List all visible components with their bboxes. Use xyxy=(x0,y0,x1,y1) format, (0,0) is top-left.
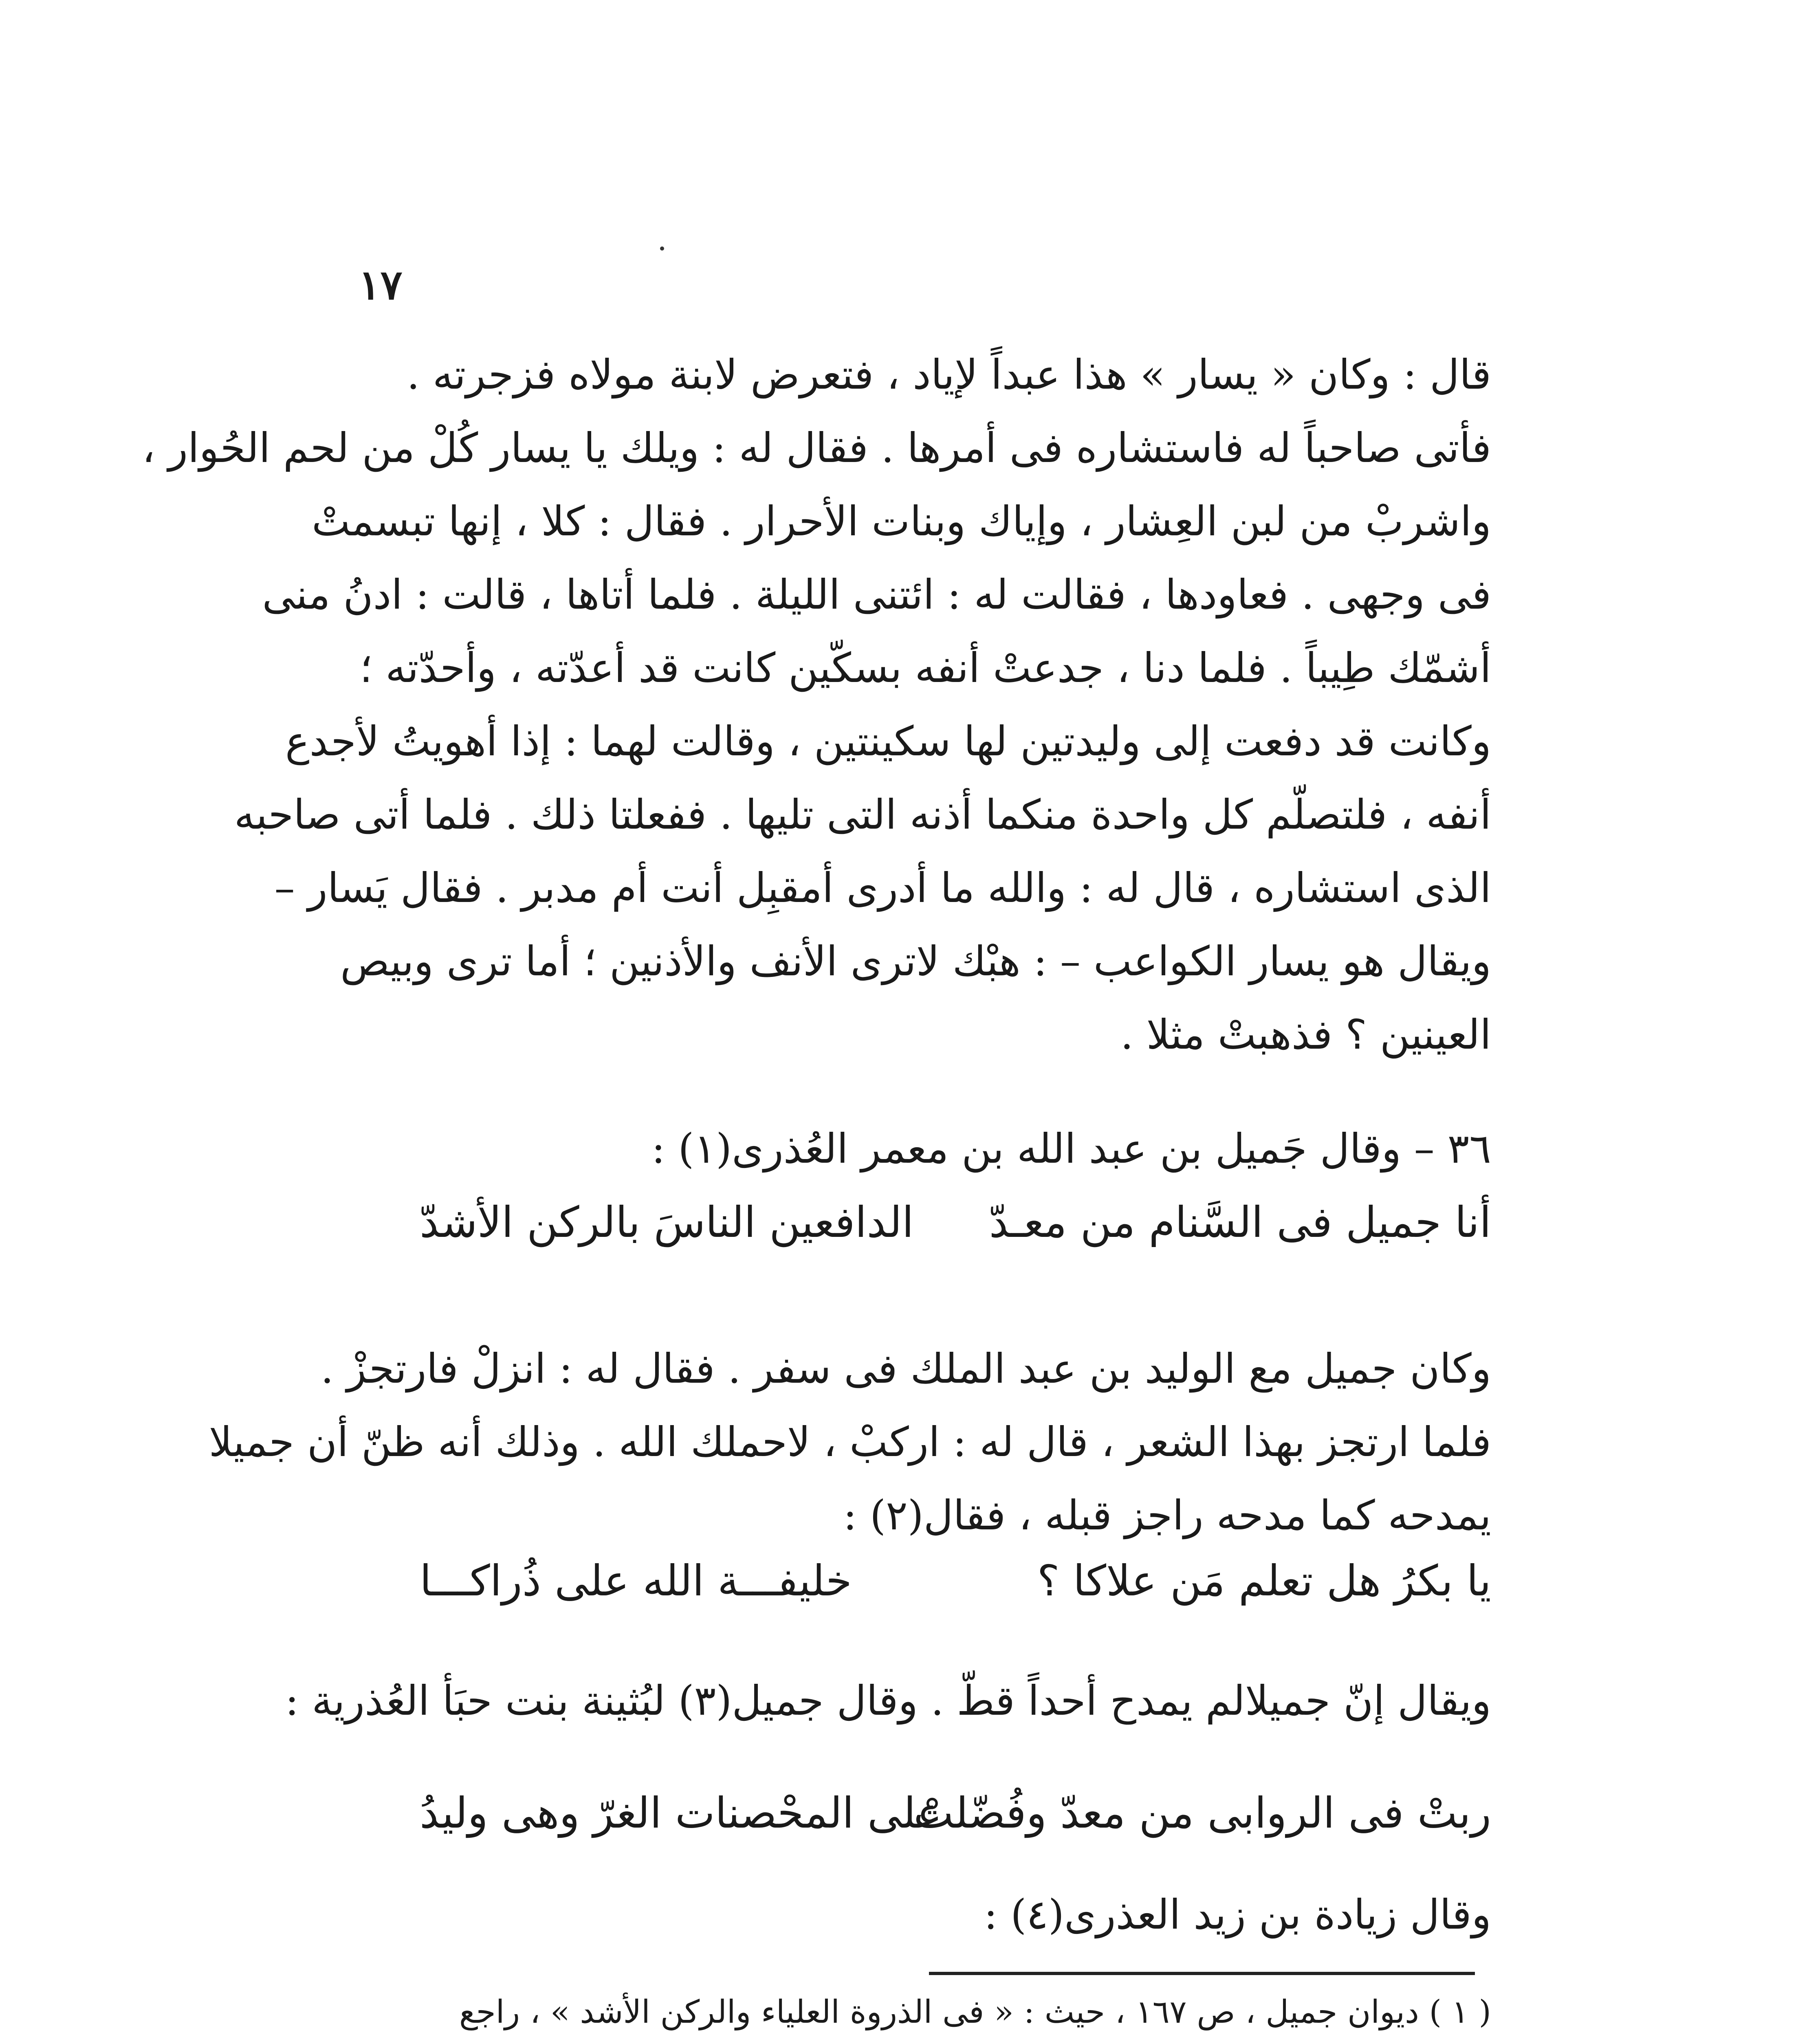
text-line: العينين ؟ فذهبتْ مثلا . xyxy=(1120,1011,1491,1058)
ink-speck xyxy=(660,246,664,251)
text-line: وكان جميل مع الوليد بن عبد الملك فى سفر . فقال له : انزلْ فارتجزْ . xyxy=(321,1345,1491,1392)
verse-2-second-hemistich: خليفـــة الله على ذُراكـــا xyxy=(420,1556,852,1606)
verse-2 xyxy=(354,1548,1491,1613)
verse-1-first-hemistich: أنا جميل فى السَّنام من معـدّ xyxy=(989,1197,1491,1247)
verse-3 xyxy=(354,1780,1491,1846)
paragraph-walid xyxy=(209,1332,1491,1552)
page-number: ١٧ xyxy=(359,261,403,309)
text-line: فى وجهى . فعاودها ، فقالت له : ائتنى الليلة . فلما أتاها ، قالت : ادنُ منى xyxy=(262,571,1491,618)
text-line: وكانت قد دفعت إلى وليدتين لها سكينتين ، وقالت لهما : إذا أهويتُ لأجدع xyxy=(285,717,1491,765)
text-line: فأتى صاحباً له فاستشاره فى أمرها . فقال له : ويلك يا يسار كُلْ من لحم الحُوار ، xyxy=(142,424,1491,472)
text-line: الذى استشاره ، قال له : والله ما أدرى أمقبِل أنت أم مدبر . فقال يَسار – xyxy=(274,864,1491,912)
text-line: قال : وكان « يسار » هذا عبداً لإياد ، فتعرض لابنة مولاه فزجرته . xyxy=(407,351,1491,398)
paragraph-yasar-story xyxy=(142,338,1491,1071)
text-line: أشمّك طِيباً . فلما دنا ، جدعتْ أنفه بسكّين كانت قد أعدّته ، وأحدّته ؛ xyxy=(359,644,1491,692)
footnote-line: ( ١ ) ديوان جميل ، ص ١٦٧ ، حيث : « فى الذروة العلياء والركن الأشد » ، راجع xyxy=(459,1994,1491,2030)
footnotes xyxy=(359,1988,1491,2037)
text-line: واشربْ من لبن العِشار ، وإياك وبنات الأحرار . فقال : كلا ، إنها تبسمتْ xyxy=(312,497,1491,545)
text-line: وقال زيادة بن زيد العذرى(٤) : xyxy=(984,1891,1491,1938)
paragraph-ziyada xyxy=(354,1878,1491,1951)
text-line: فلما ارتجز بهذا الشعر ، قال له : اركبْ ، لاحملك الله . وذلك أنه ظنّ أن جميلا xyxy=(209,1418,1491,1466)
verse-3-first-hemistich: ربتْ فى الروابى من معدّ وفُضّلتْ xyxy=(913,1788,1491,1838)
paragraph-buthayna xyxy=(285,1666,1491,1736)
verse-1 xyxy=(354,1190,1491,1255)
verse-2-first-hemistich: يا بكرُ هل تعلم مَن علاكا ؟ xyxy=(1037,1556,1491,1606)
text-line: ويقال إنّ جميلالم يمدح أحداً قطّ . وقال جميل(٣) لبُثينة بنت حبَأ العُذرية : xyxy=(285,1677,1491,1725)
entry-36-heading: ٣٦ – وقال جَميل بن عبد الله بن معمر العُذرى(١) : xyxy=(651,1125,1491,1172)
footnote-divider xyxy=(929,1972,1475,1975)
text-line: يمدحه كما مدحه راجز قبله ، فقال(٢) : xyxy=(843,1491,1491,1539)
text-line: أنفه ، فلتصلّم كل واحدة منكما أذنه التى تليها . ففعلتا ذلك . فلما أتى صاحبه xyxy=(234,791,1491,838)
text-line: ويقال هو يسار الكواعب – : هبْك لاترى الأنف والأذنين ؛ أما ترى وبيص xyxy=(340,937,1491,985)
verse-1-second-hemistich: الدافعين الناسَ بالركن الأشدّ xyxy=(420,1197,914,1247)
verse-3-second-hemistich: على المحْصنات الغرّ وهى وليدُ xyxy=(420,1788,942,1838)
